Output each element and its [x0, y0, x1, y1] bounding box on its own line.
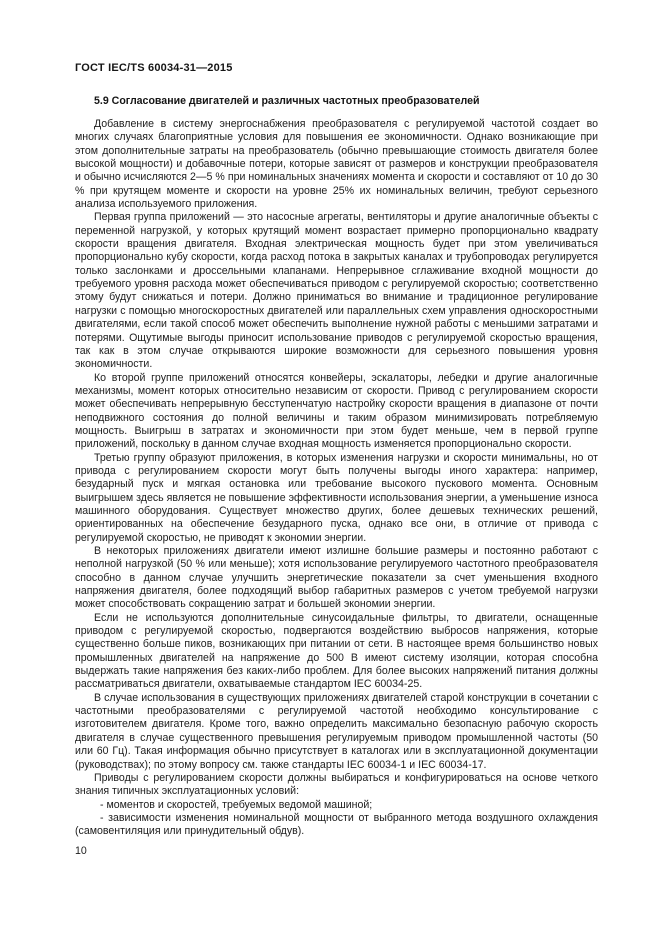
page-number: 10 — [75, 845, 87, 857]
section-heading: 5.9 Согласование двигателей и различных частотных преобразователей — [94, 95, 480, 107]
list-item: - моментов и скоростей, требуемых ведомой машиной; — [100, 798, 373, 811]
paragraph: Первая группа приложений — это насосные агрегаты, вентиляторы и другие аналогичные объекты с переменной нагрузкой, у которых крутящий момент возрастает примерно пропорционально квадрату скорости вращения двигателя. Входная электрическая мощность будет при этом увеличиваться пропорционально кубу скорости, когда расход потока в закрытых каналах и трубопроводах регулируется только заслонками и дроссельными клапанами. Непрерывное сглаживание входной мощности до требуемого уровня расхода может обеспечиваться приводом с регулируемой скоростью; соответственно этому будут снижаться и потери. Должно приниматься во внимание и традиционное регулирование нагрузки с помощью многоскоростных двигателей или параллельных схем управления односкоростными двигателями, если такой способ может обеспечить выполнение нужной работы с меньшими затратами и потерями. Ощутимые выгоды приносит использование приводов с регулируемой скоростью вращения, так как в этом случае открываются широкие возможности для серьезного повышения уровня экономичности. — [75, 211, 598, 371]
paragraph: В некоторых приложениях двигатели имеют излишне большие размеры и постоянно работают с неполной нагрузкой (50 % или меньше); хотя использование регулируемого частотного преобразователя способно в данном случае улучшить энергетические показатели за счет уменьшения входного напряжения двигателя, более подходящий выбор габаритных размеров с учетом требуемой нагрузки может способствовать сокращению затрат и большей экономии энергии. — [75, 545, 598, 611]
page-content — [75, 62, 598, 839]
paragraph: Третью группу образуют приложения, в которых изменения нагрузки и скорости минимальны, но от привода с регулированием скорости могут быть получены выгоды иного характера: например, безударный пуск и мягкая остановка или требование высокого пускового момента. Основным выигрышем здесь является не повышение эффективности использования энергии, а уменьшение износа машинного оборудования. Существует множество других, более дешевых технических решений, ориентированных на обеспечение безударного пуска, однако все они, в отличие от привода с регулируемой скоростью, не приводят к экономии энергии. — [75, 451, 598, 544]
paragraph: Добавление в систему энергоснабжения преобразователя с регулируемой частотой создает во многих случаях благоприятные условия для повышения ее экономичности. Однако возникающие при этом дополнительные затраты на преобразователь (обычно превышающие стоимость двигателя более высокой мощности) и добавочные потери, которые зависят от размеров и конструкции преобразователя и обычно исчисляются 2—5 % при номинальных значениях момента и скорости и составляют от 10 до 30 % при крутящем моменте и скорости на уровне 25% их номинальных величин, требуют серьезного анализа используемого приложения. — [75, 118, 598, 211]
document-title: ГОСТ IEC/TS 60034-31—2015 — [75, 62, 233, 74]
paragraph: Приводы с регулированием скорости должны выбираться и конфигурироваться на основе четкого знания типичных эксплуатационных условий: — [75, 771, 598, 798]
paragraph: Если не используются дополнительные синусоидальные фильтры, то двигатели, оснащенные приводом с регулируемой скоростью, подвергаются воздействию выбросов напряжения, которые существенно больше пиков, возникающих при питании от сети. В настоящее время большинство новых промышленных двигателей на напряжение до 500 В имеют систему изоляции, которая способна выдержать такие напряжения без каких-либо проблем. Для более высоких напряжений питания должны рассматриваться двигатели, охватываемые стандартом IEC 60034-25. — [75, 611, 598, 691]
paragraph: Ко второй группе приложений относятся конвейеры, эскалаторы, лебедки и другие аналогичные механизмы, момент которых относительно независим от скорости. Привод с регулированием скорости может обеспечивать непрерывную бесступенчатую настройку скорости вращения в диапазоне от почти неподвижного состояния до полной величины и таким образом минимизировать потребляемую мощность. Выигрыш в затратах и экономичности при этом будет меньше, чем в первой группе приложений, поскольку в данном случае входная мощность изменяется пропорционально скорости. — [75, 371, 598, 451]
list-item: - зависимости изменения номинальной мощности от выбранного метода воздушного охлаждения (самовентиляция или принудительный обдув). — [75, 811, 598, 838]
paragraph: В случае использования в существующих приложениях двигателей старой конструкции в сочетании с частотными преобразователями с регулируемой частотой необходимо консультирование с изготовителем двигателя. Кроме того, важно определить максимально безопасную рабочую скорость двигателя в случае существенного превышения регулируемым приводом промышленной частоты (50 или 60 Гц). Такая информация обычно присутствует в каталогах или в эксплуатационной документации (руководствах); по этому вопросу см. также стандарты IEC 60034-1 и IEC 60034-17. — [75, 691, 598, 771]
